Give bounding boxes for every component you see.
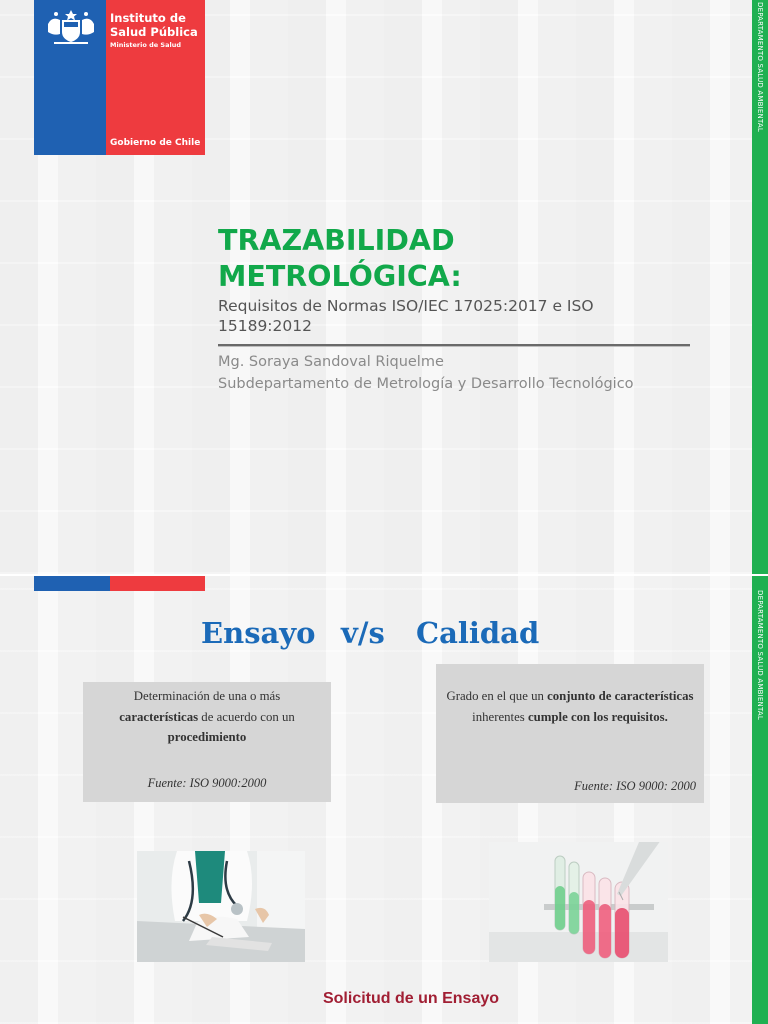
ensayo-source: Fuente: ISO 9000:2000 — [147, 776, 267, 790]
doctor-illustration — [137, 851, 305, 962]
flag-red — [110, 576, 205, 591]
calidad-text-b: conjunto de características — [547, 689, 694, 703]
heading-ensayo: Ensayo — [201, 616, 316, 650]
ensayo-text-c: de acuerdo con un — [198, 709, 295, 724]
logo-government: Gobierno de Chile — [110, 138, 201, 148]
ensayo-definition-card — [83, 682, 331, 802]
logo-institute-line1: Instituto de — [110, 11, 186, 25]
ensayo-definition — [97, 686, 317, 748]
coat-of-arms-icon — [40, 4, 102, 48]
calidad-definition-card — [436, 664, 704, 803]
side-bar-label-top: DEPARTAMENTO SALUD AMBIENTAL — [756, 2, 764, 132]
title-divider — [218, 344, 690, 346]
author-department: Subdepartamento de Metrología y Desarrollo Tecnológico — [218, 376, 634, 392]
flag-blue — [34, 576, 110, 591]
ensayo-text-b: características — [119, 709, 199, 724]
comparison-slide — [0, 576, 752, 1024]
logo-ministry: Ministerio de Salud — [110, 41, 181, 49]
logo-institute-line2: Salud Pública — [110, 25, 198, 39]
doctor-photo — [137, 851, 305, 962]
ensayo-text-a: Determinación de una o más — [133, 689, 281, 703]
heading-calidad: Calidad — [416, 616, 540, 650]
calidad-text-d: cumple con los requisitos. — [527, 709, 668, 724]
flag-bar — [34, 576, 205, 591]
calidad-text-c: inherentes — [472, 709, 528, 724]
test-tubes-illustration — [489, 842, 668, 962]
ensayo-text-d: procedimiento — [167, 730, 247, 744]
side-bar-label-bottom: DEPARTAMENTO SALUD AMBIENTAL — [756, 590, 764, 720]
calidad-source: Fuente: ISO 9000: 2000 — [574, 779, 696, 793]
comparison-heading — [0, 616, 752, 656]
test-tubes-photo — [489, 842, 668, 962]
slide-title — [218, 223, 462, 295]
slide-title-line2: METROLÓGICA: — [218, 260, 462, 293]
calidad-definition — [446, 686, 694, 727]
logo-institute-name — [110, 11, 198, 39]
calidad-text-a: Grado en el que un — [446, 689, 548, 703]
heading-vs: v/s — [341, 616, 385, 650]
slide-title-line1: TRAZABILIDAD — [218, 224, 455, 257]
isp-logo — [34, 0, 205, 155]
slide-subtitle: Requisitos de Normas ISO/IEC 17025:2017 e ISO 15189:2012 — [218, 297, 594, 335]
author-name: Mg. Soraya Sandoval Riquelme — [218, 354, 444, 370]
solicitud-ensayo-label: Solicitud de un Ensayo — [322, 990, 500, 1007]
author-block — [218, 351, 634, 395]
